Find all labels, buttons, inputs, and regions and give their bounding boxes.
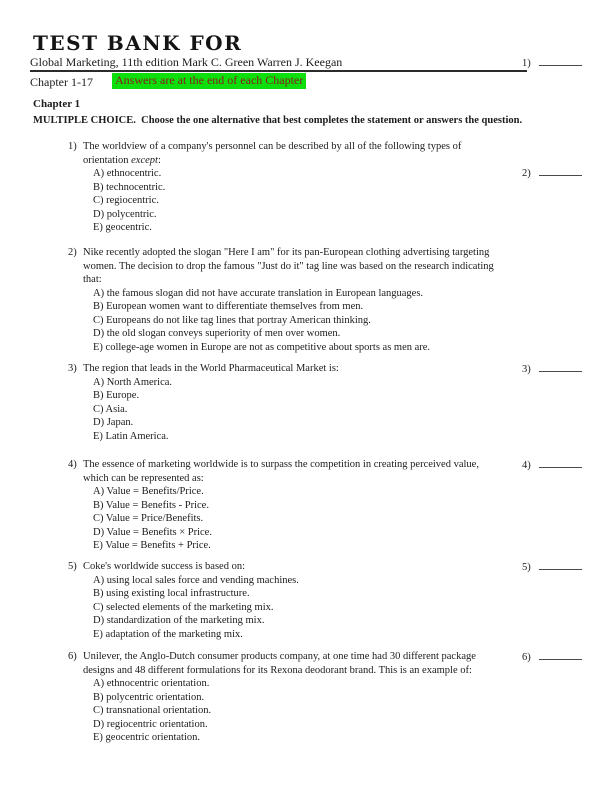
answer-option: C) Europeans do not like tag lines that portray American thinking. bbox=[93, 314, 371, 326]
question-text-line: The region that leads in the World Pharmaceutical Market is: bbox=[83, 363, 339, 374]
question-number: 6) bbox=[68, 651, 77, 662]
answer-blank bbox=[522, 650, 582, 665]
answer-option: C) selected elements of the marketing mix. bbox=[93, 601, 274, 613]
question-text-line: designs and 48 different formulations for its Rexona deodorant brand. This is an example of: bbox=[83, 664, 472, 676]
question-text-line: The essence of marketing worldwide is to surpass the competition in creating perceived value, bbox=[83, 459, 479, 470]
answer-blank-line bbox=[539, 560, 582, 570]
answer-option: C) transnational orientation. bbox=[93, 705, 212, 716]
answer-blank bbox=[522, 560, 582, 575]
answer-blank-line bbox=[539, 650, 582, 660]
header-divider bbox=[30, 70, 527, 72]
answer-blank-line bbox=[539, 458, 582, 468]
answer-option: A) the famous slogan did not have accurate translation in European languages. bbox=[93, 287, 424, 299]
chapter-heading: Chapter 1 bbox=[33, 98, 81, 110]
question-item bbox=[68, 246, 595, 354]
answer-blank-label: 2) bbox=[522, 168, 531, 179]
question-text-line: The worldview of a company's personnel can be described by all of the following types of bbox=[83, 141, 462, 152]
answer-option: A) Value = Benefits/Price. bbox=[93, 486, 204, 497]
question-number: 1) bbox=[68, 141, 77, 152]
question-item bbox=[68, 650, 595, 745]
answer-option: E) Latin America. bbox=[93, 430, 169, 442]
question-text-line: Coke's worldwide success is based on: bbox=[83, 561, 245, 572]
answer-option: B) technocentric. bbox=[93, 181, 166, 193]
answer-option: C) regiocentric. bbox=[93, 195, 159, 206]
answer-option: D) Value = Benefits × Price. bbox=[93, 526, 212, 538]
answer-blank-line bbox=[539, 56, 582, 66]
answer-option: E) geocentric. bbox=[93, 222, 152, 233]
answer-option: E) Value = Benefits + Price. bbox=[93, 540, 211, 551]
answer-option: D) regiocentric orientation. bbox=[93, 718, 208, 730]
question-item bbox=[68, 560, 595, 641]
answer-option: D) Japan. bbox=[93, 417, 134, 428]
question-item bbox=[68, 458, 595, 553]
answer-option: E) geocentric orientation. bbox=[93, 732, 200, 743]
answer-blank bbox=[522, 56, 582, 71]
question-item bbox=[68, 362, 595, 443]
question-number: 3) bbox=[68, 363, 77, 374]
answer-option: A) ethnocentric orientation. bbox=[93, 678, 210, 689]
answer-option: B) Value = Benefits - Price. bbox=[93, 499, 209, 511]
answer-option: B) Europe. bbox=[93, 390, 140, 401]
answer-option: B) polycentric orientation. bbox=[93, 691, 205, 703]
page-title: TEST BANK FOR bbox=[33, 31, 243, 55]
question-text-line: Nike recently adopted the slogan "Here I am" for its pan-European clothing advertising targeting bbox=[83, 247, 490, 258]
answer-blank-label: 1) bbox=[522, 58, 531, 69]
answer-option: D) polycentric. bbox=[93, 208, 157, 220]
answer-blank-line bbox=[539, 166, 582, 176]
question-text-line: women. The decision to drop the famous "Just do it" tag line was based on the research indicating bbox=[83, 260, 494, 272]
question-text-line: that: bbox=[83, 274, 102, 285]
answer-option: A) ethnocentric. bbox=[93, 168, 162, 179]
answer-option: E) college-age women in Europe are not as competitive about sports as men are. bbox=[93, 341, 431, 353]
answer-option: C) Value = Price/Benefits. bbox=[93, 513, 204, 524]
book-edition-authors: Global Marketing, 11th edition Mark C. Green Warren J. Keegan bbox=[30, 55, 343, 69]
question-item bbox=[68, 140, 595, 235]
answer-blank-line bbox=[539, 362, 582, 372]
answer-option: A) using local sales force and vending machines. bbox=[93, 574, 299, 586]
answer-option: D) standardization of the marketing mix. bbox=[93, 615, 265, 626]
answer-blank-label: 6) bbox=[522, 652, 531, 663]
question-number: 2) bbox=[68, 247, 77, 258]
answer-option: B) using existing local infrastructure. bbox=[93, 588, 250, 599]
instructions-heading: MULTIPLE CHOICE. Choose the one alternative that best completes the statement or answers the question. bbox=[33, 115, 523, 126]
answer-blank-label: 4) bbox=[522, 460, 531, 471]
question-number: 5) bbox=[68, 561, 77, 572]
question-number: 4) bbox=[68, 459, 77, 470]
answer-blank bbox=[522, 458, 582, 473]
answer-blank bbox=[522, 166, 582, 181]
answer-blank-label: 3) bbox=[522, 364, 531, 375]
answer-option: C) Asia. bbox=[93, 403, 128, 415]
chapter-range-label: Chapter 1-17 bbox=[30, 75, 93, 89]
question-text-line: Unilever, the Anglo-Dutch consumer products company, at one time had 30 different package bbox=[83, 651, 476, 662]
answer-option: B) European women want to differentiate themselves from men. bbox=[93, 301, 364, 312]
answer-blank-label: 5) bbox=[522, 562, 531, 573]
answer-option: E) adaptation of the marketing mix. bbox=[93, 628, 243, 640]
answers-note-highlight: Answers are at the end of each Chapter bbox=[112, 73, 306, 89]
answer-blank bbox=[522, 362, 582, 377]
answer-option: D) the old slogan conveys superiority of men over women. bbox=[93, 328, 341, 339]
answer-option: A) North America. bbox=[93, 376, 173, 388]
question-text-line: orientation except: bbox=[83, 154, 161, 166]
question-text-line: which can be represented as: bbox=[83, 472, 204, 484]
